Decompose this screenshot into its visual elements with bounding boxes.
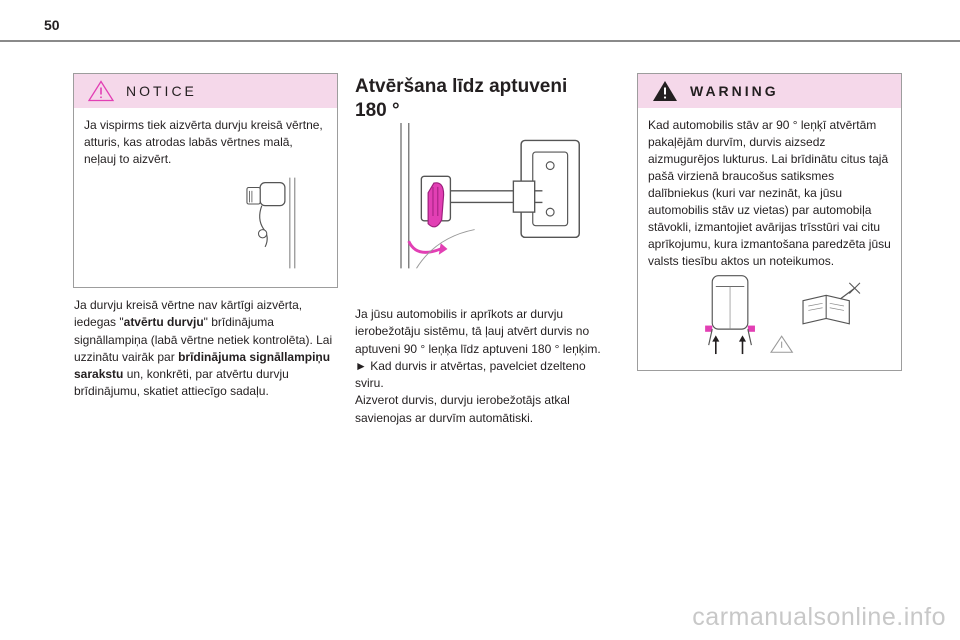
- middle-line-5: sviru.: [355, 376, 384, 391]
- middle-line-3: aptuveni 90 ° leņķa līdz aptuveni 180 ° leņķim.: [355, 341, 601, 356]
- watermark-url: carmanualsonline.info: [692, 603, 946, 631]
- notice-box: [73, 73, 338, 288]
- middle-line-2: ierobežotāju sistēmu, tā ļauj atvērt durvis no: [355, 324, 590, 339]
- door-stop-illustration: [242, 166, 308, 280]
- notice-text: Ja vispirms tiek aizvērta durvju kreisā vērtne, atturis, kas atrodas labās vērtnes malā, neļauj to aizvērt.: [84, 118, 323, 166]
- notice-header: [74, 74, 337, 108]
- middle-column-text: [355, 306, 620, 427]
- middle-line-6: Aizverot durvis, durvju ierobežotājs atkal: [355, 393, 570, 408]
- left-text-bold-2: brīdinājuma signāllampiņu sarakstu: [74, 349, 331, 382]
- heading-line-1: Atvēršana līdz aptuveni: [355, 76, 568, 97]
- warning-triangle-filled-icon: [652, 80, 678, 102]
- door-limiter-illustration: [383, 123, 605, 278]
- middle-line-1: Ja jūsu automobilis ir aprīkots ar durvju: [355, 307, 564, 321]
- left-text-1: Ja durvju kreisā vērtne nav kārtīgi aizvērta, iedegas ": [74, 298, 303, 330]
- left-column-paragraph: [74, 297, 339, 401]
- warning-label: WARNING: [690, 83, 779, 99]
- warning-text: Kad automobilis stāv ar 90 ° leņķī atvērtām pakaļējām durvīm, durvis aizsedz aizmugurējos lukturus. Lai brīdinātu citus tajā pašā virzienā braucošus satiksmes dalībniekus (kuri var nezināt, ka jūsu automobilis stāv uz vietas) par automobiļa stāvokli, izmantojiet avārijas trīsstūri vai citu aprīkojumu, kura izmantošana paredzēta jūsu valsts tiesību aktos un noteikumos.: [648, 118, 891, 268]
- left-text-2: " brīdinājuma signāllampiņa (labā vērtne netiek kontrolēta). Lai uzzinātu vairāk par: [74, 315, 333, 364]
- notice-label: NOTICE: [126, 83, 197, 99]
- warning-header: [638, 74, 901, 108]
- left-text-3: un, konkrēti, par atvērtu durvju brīdinājumu, skatiet attiecīgo sadaļu.: [74, 367, 289, 399]
- middle-line-4: ► Kad durvis ir atvērtas, pavelciet dzelteno: [355, 358, 586, 373]
- header-divider: [0, 40, 960, 42]
- left-text-bold-1: atvērtu durvju: [123, 315, 204, 330]
- warning-triangle-outline-icon: [88, 80, 114, 102]
- page-number: 50: [44, 17, 60, 33]
- section-heading: [355, 75, 567, 123]
- middle-line-7: savienojas ar durvīm automātiski.: [355, 410, 534, 425]
- heading-line-2: 180 °: [355, 100, 400, 121]
- warning-box: [637, 73, 902, 371]
- van-open-doors-illustration: [698, 270, 876, 358]
